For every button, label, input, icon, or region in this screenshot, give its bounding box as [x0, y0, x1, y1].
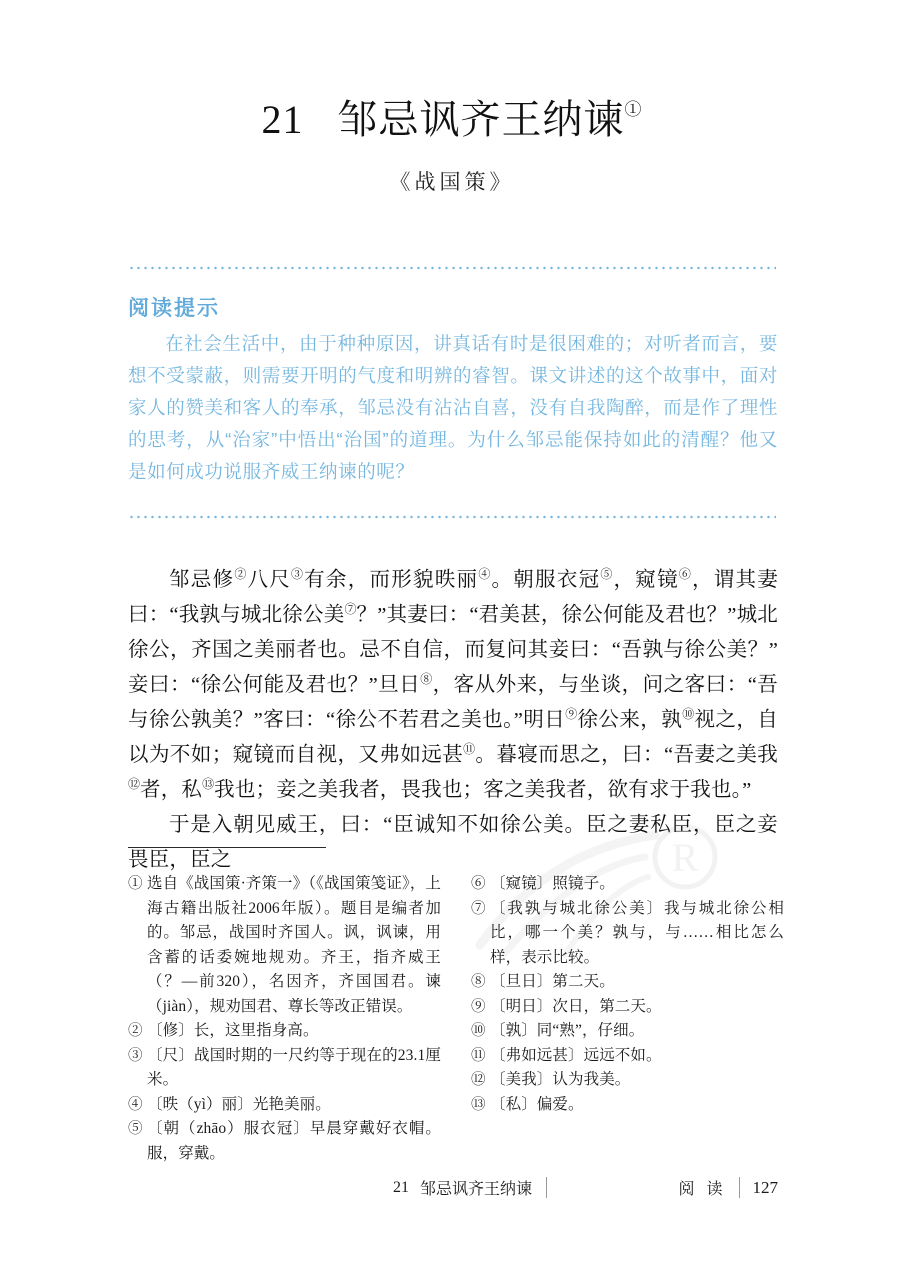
footnote-item: [128, 1093, 441, 1118]
footer-divider-left: [546, 1177, 547, 1198]
footnote-item-marker: ⑨: [471, 998, 486, 1015]
body-text-run: 。暮寝而思之，曰：“吾妻之美我: [475, 744, 778, 766]
footnote-item-marker: ①: [128, 876, 143, 892]
page-footer: [128, 1176, 778, 1199]
body-text-run: 有余，而形貌昳丽: [304, 569, 479, 591]
footnote-item-marker: ⑥: [471, 876, 486, 892]
body-paragraph-1: [128, 563, 778, 808]
svg-text:R: R: [671, 835, 699, 880]
footnote-item-marker: ⑬: [471, 1096, 486, 1113]
footnote-marker: ②: [234, 567, 248, 582]
footnote-item: [471, 1019, 784, 1044]
body-text-run: ，谓其妻曰：“我孰与城北徐公美: [128, 569, 778, 626]
reading-prompt-heading: 阅读提示: [128, 297, 220, 320]
title-main-text: 邹忌讽齐王纳谏: [337, 97, 625, 142]
footnote-column-right: [471, 872, 784, 1166]
footnote-item-text: 〔明日〕次日，第二天。: [490, 997, 662, 1015]
footnote-item: [471, 1044, 784, 1069]
footnote-item-text: 选自《战国策·齐策一》（《战国策笺证》，上海古籍出版社2006年版）。题目是编者加的。邹忌，战国时齐国人。讽，讽谏，用含蓄的话委婉地规劝。齐王，指齐威王（？—前320），名因齐，齐国国君。谏（jiàn），规劝国君、尊长等改正错误。: [147, 875, 442, 1015]
footnote-item: [471, 1068, 784, 1093]
footnote-marker: ⑥: [678, 567, 692, 582]
footnote-item-text: 〔我孰与城北徐公美〕我与城北徐公相比，哪一个美？孰与，与……相比怎么样，表示比较。: [490, 899, 784, 966]
footnote-item-text: 〔弗如远甚〕远远不如。: [490, 1046, 662, 1064]
footnote-item: [128, 1019, 441, 1044]
footnote-item-text: 〔朝（zhāo）服衣冠〕早晨穿戴好衣帽。服，穿戴。: [147, 1120, 441, 1162]
footnote-marker: ⑤: [600, 567, 614, 582]
footnote-item-text: 〔美我〕认为我美。: [490, 1071, 631, 1088]
footnote-marker: ⑨: [565, 707, 578, 722]
footnote-item: [471, 970, 784, 995]
footnote-item: [128, 1044, 441, 1093]
footnote-item-marker: ②: [128, 1023, 143, 1039]
page-title-block: [0, 96, 904, 196]
body-text-run: 者，私: [140, 779, 203, 801]
footnote-item-text: 〔私〕偏爱。: [490, 1095, 584, 1113]
footnote-item-marker: ⑦: [471, 900, 486, 917]
footnote-item: [128, 872, 441, 1019]
footnote-marker: ⑦: [344, 602, 357, 617]
footnote-item-text: 〔修〕长，这里指身高。: [147, 1022, 319, 1039]
reading-prompt-section: [128, 292, 778, 488]
title-footnote-marker: ①: [624, 99, 643, 119]
footnote-marker: ⑫: [128, 777, 141, 792]
footnote-separator-rule: [128, 847, 326, 848]
footnote-item: [471, 1093, 784, 1118]
footnote-item-text: 〔昳（yì）丽〕光艳美丽。: [147, 1095, 331, 1113]
footnote-marker: ③: [291, 567, 305, 582]
footnotes-section: [128, 872, 784, 1166]
footer-chapter-title: 邹忌讽齐王纳谏: [420, 1181, 533, 1198]
body-text-run: 徐公来，孰: [577, 709, 683, 731]
body-paragraph-2: 于是入朝见威王，曰：“臣诚知不如徐公美。臣之妻私臣，臣之妾畏臣，臣之: [128, 814, 778, 871]
footnote-item: [471, 897, 784, 971]
title-source: 《战国策》: [389, 170, 515, 194]
footnote-item-marker: ⑪: [471, 1047, 486, 1064]
footer-page-number: 127: [752, 1177, 778, 1197]
footnote-item: [128, 1117, 441, 1166]
footer-divider-right: [739, 1177, 740, 1198]
body-text-run: 邹忌修: [169, 569, 235, 591]
footnote-item-text: 〔孰〕同“熟”，仔细。: [490, 1022, 645, 1039]
body-text-run: ，客从外来，与坐谈，问之客曰：“吾与徐公孰美？”客曰：“徐公不若君之美也。”明日: [128, 674, 778, 731]
footnote-item-text: 〔旦日〕第二天。: [490, 973, 615, 990]
footnote-marker: ⑩: [682, 707, 695, 722]
footnote-item-marker: ③: [128, 1047, 143, 1064]
title-lesson-number: 21: [261, 97, 304, 142]
footnote-item-marker: ⑫: [471, 1072, 486, 1088]
footnote-item-marker: ⑩: [471, 1023, 486, 1039]
reading-prompt-body: 在社会生活中，由于种种原因，讲真话有时是很困难的；对听者而言，要想不受蒙蔽，则需要开明的气度和明辨的睿智。课文讲述的这个故事中，面对家人的赞美和客人的奉承，邹忌没有沾沾自喜，没有自我陶醉，而是作了理性的思考，从“治家”中悟出“治国”的道理。为什么邹忌能保持如此的清醒？他又是如何成功说服齐威王纳谏的呢？: [128, 333, 778, 482]
body-text-run: 八尺: [247, 569, 292, 591]
footnote-item-text: 〔尺〕战国时期的一尺约等于现在的23.1厘米。: [147, 1046, 441, 1088]
footnote-item: [471, 995, 784, 1020]
footnote-item-text: 〔窥镜〕照镜子。: [490, 875, 615, 892]
footnote-marker: ⑬: [202, 777, 215, 792]
footnote-marker: ⑪: [463, 742, 476, 757]
body-text-run: 我也；妾之美我者，畏我也；客之美我者，欲有求于我也。”: [214, 779, 752, 801]
page-title: [0, 96, 904, 144]
footer-chapter-number: 21: [393, 1178, 409, 1196]
footer-chapter-info: [393, 1176, 547, 1199]
footnote-item: [471, 872, 784, 897]
divider-dotted-top: [128, 266, 776, 270]
footer-section-label: 阅 读: [678, 1181, 727, 1198]
body-text-run: ？”其妻曰：“君美甚，徐公何能及君也？”城北徐公，齐国之美丽者也。忌不自信，而复问其妾曰：“吾孰与徐公美？”妾曰：“徐公何能及君也？”旦日: [128, 604, 778, 696]
divider-dotted-bottom: [128, 515, 776, 519]
body-text-run: 。朝服衣冠: [491, 569, 601, 591]
footnote-marker: ④: [478, 567, 492, 582]
footnote-item-marker: ⑤: [128, 1121, 143, 1137]
footnote-item-marker: ④: [128, 1096, 143, 1113]
footnote-item-marker: ⑧: [471, 974, 486, 990]
lesson-body: [128, 563, 778, 878]
footnote-column-left: [128, 872, 441, 1166]
body-text-run: ，窥镜: [613, 569, 679, 591]
body-text-run: 视之，自以为不如；窥镜而自视，又弗如远甚: [128, 709, 778, 766]
footnote-marker: ⑧: [420, 672, 433, 687]
footer-section-info: [678, 1176, 778, 1199]
